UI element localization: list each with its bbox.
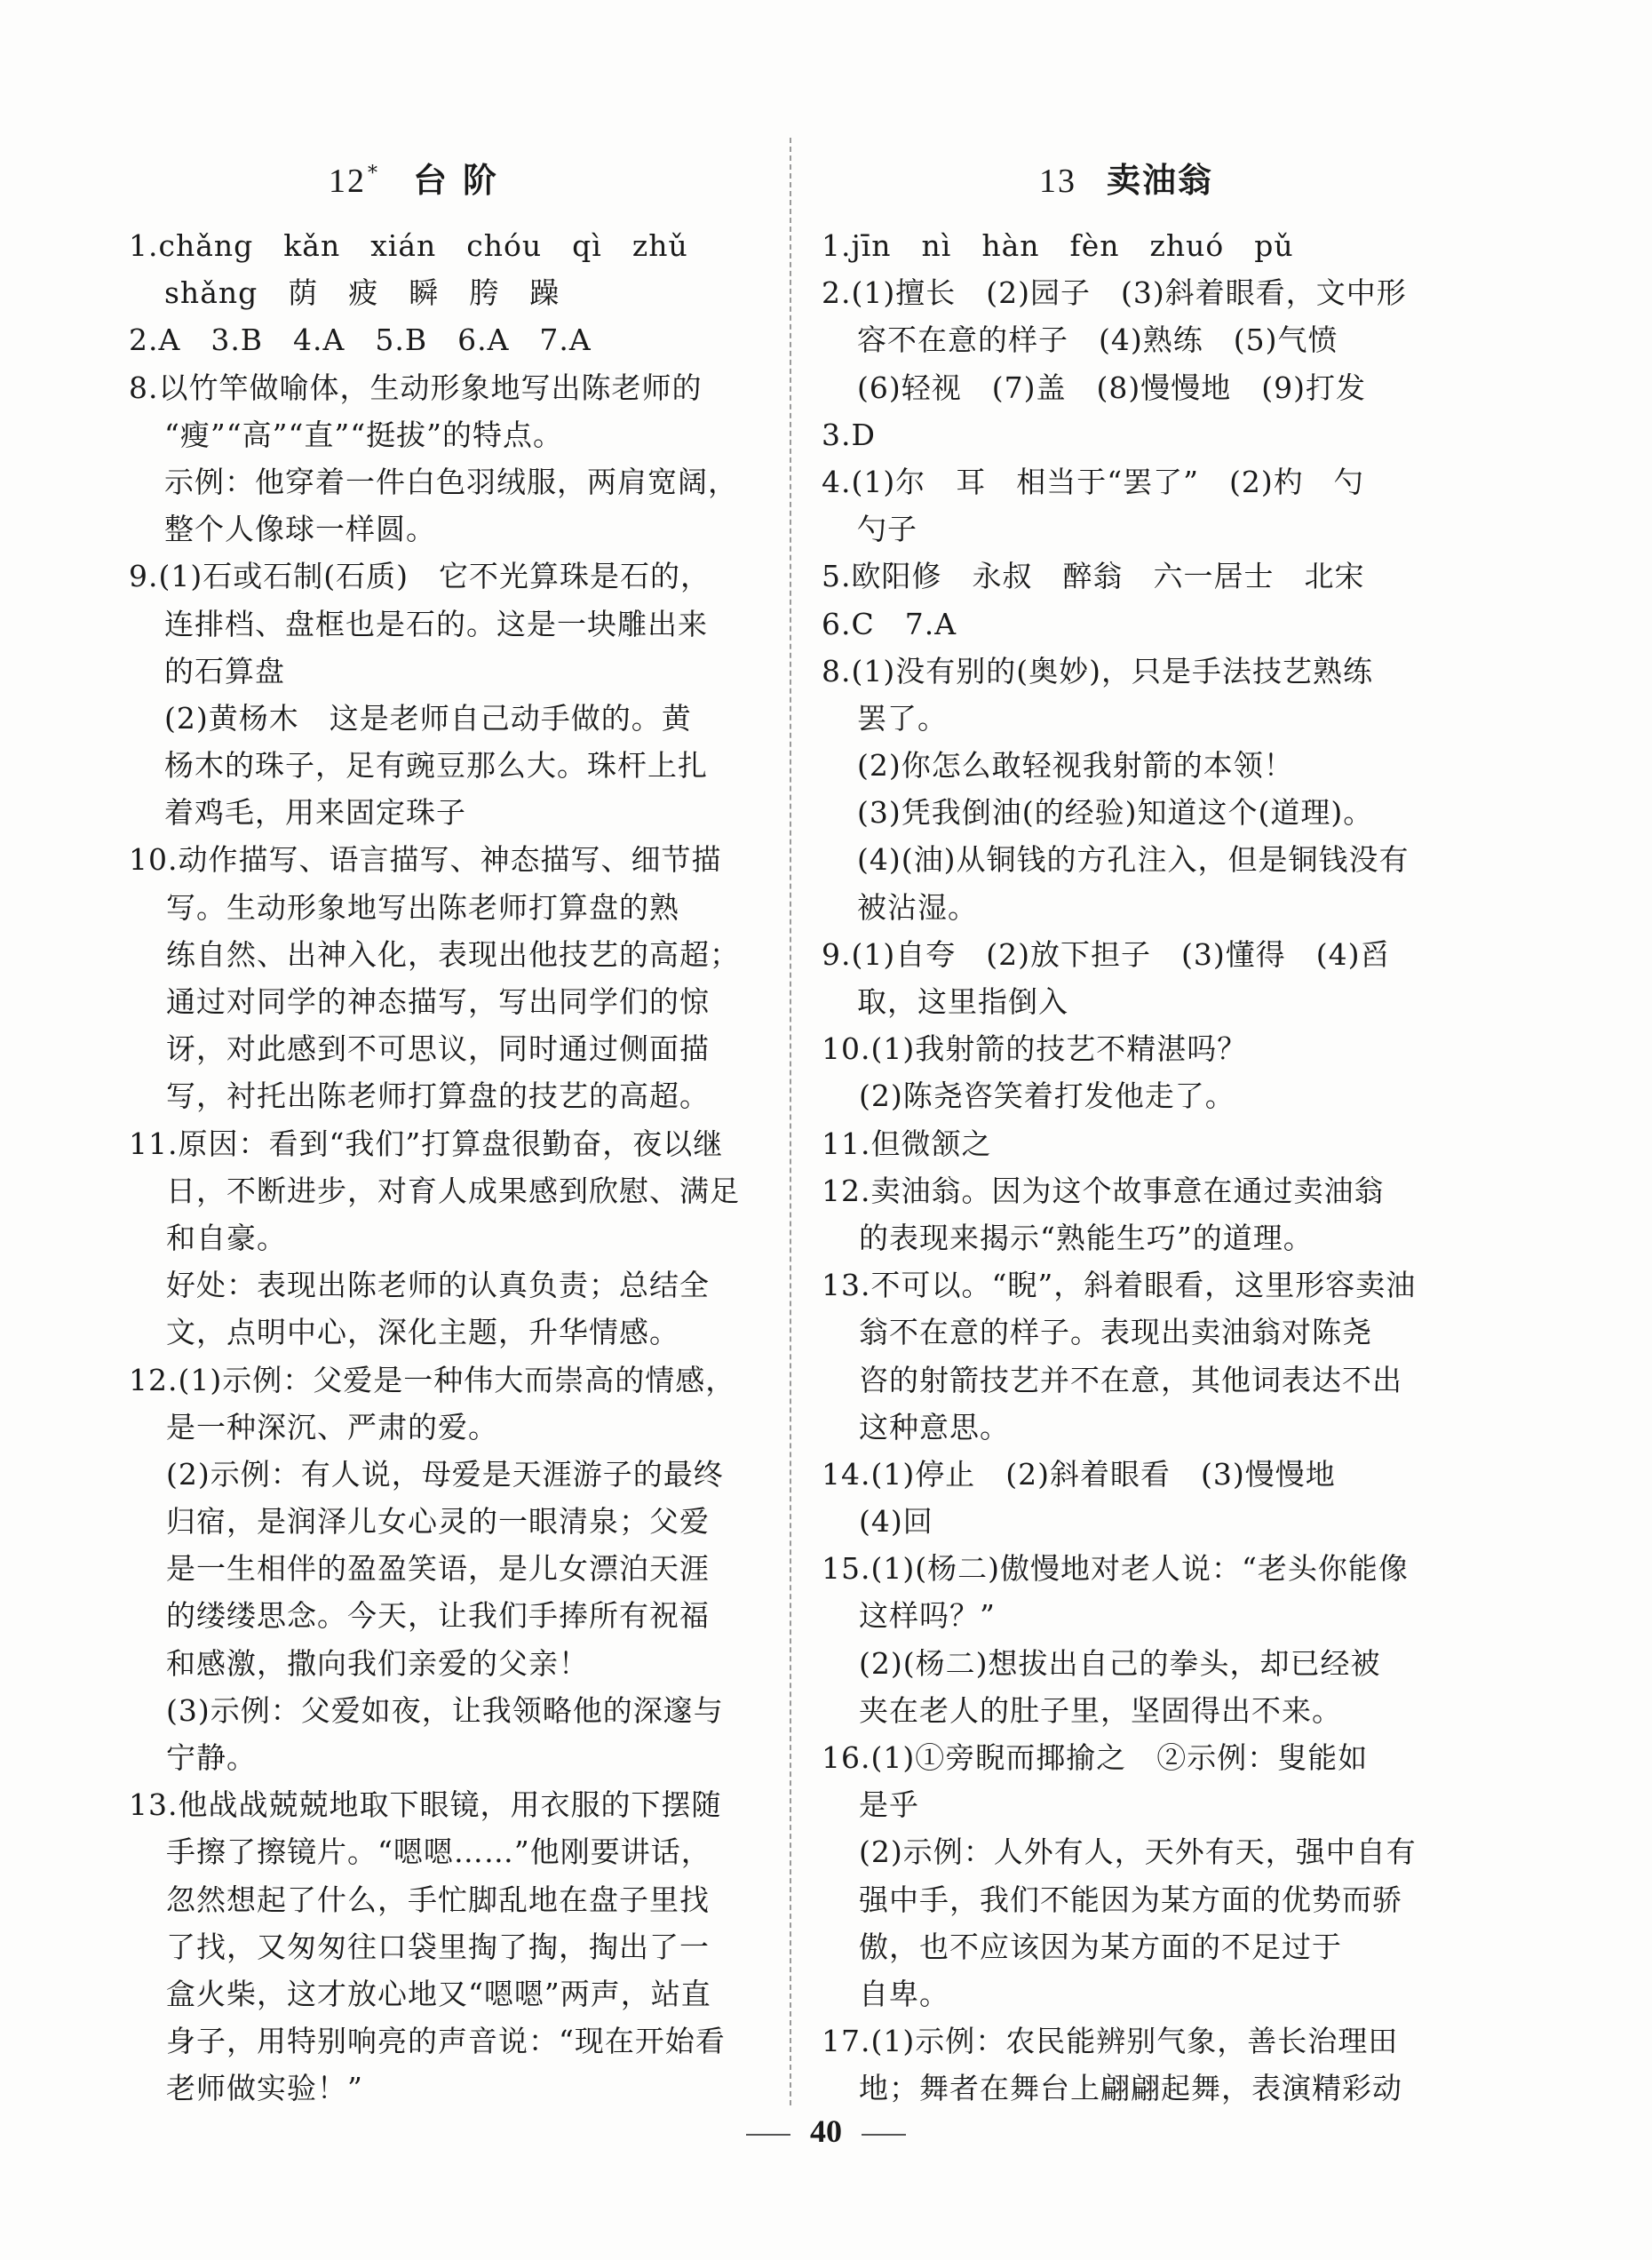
answer-line: (2)陈尧咨笑着打发他走了。 <box>859 1078 1235 1114</box>
answer-line: shǎng 荫 疲 瞬 胯 躁 <box>164 275 560 311</box>
answer-line: 强中手，我们不能因为某方面的优势而骄 <box>859 1882 1402 1917</box>
answer-line: 6.C 7.A <box>822 606 957 641</box>
answer-line: 17.(1)示例：农民能辨别气象，善长治理田 <box>822 2024 1399 2059</box>
lesson-number: 13 <box>1039 163 1076 200</box>
answer-line: 好处：表现出陈老师的认真负责；总结全 <box>166 1268 710 1303</box>
lesson-name: 台阶 <box>413 161 513 200</box>
answer-line: (2)(杨二)想拔出自己的拳头，却已经被 <box>859 1645 1381 1681</box>
answer-line: (4)回 <box>859 1504 933 1540</box>
answer-line: 1.jīn nì hàn fèn zhuó pǔ <box>822 228 1294 263</box>
answer-line: 5.欧阳修 永叔 醉翁 六一居士 北宋 <box>822 559 1365 594</box>
lesson-name: 卖油翁 <box>1107 161 1214 200</box>
answer-line: 了找，又匆匆往口袋里掏了掏，掏出了一 <box>166 1929 710 1964</box>
answer-line: 文，点明中心，深化主题，升华情感。 <box>166 1315 679 1350</box>
answer-line: 15.(1)(杨二)傲慢地对老人说：“老头你能像 <box>822 1551 1409 1587</box>
answer-line: 这样吗？” <box>859 1598 996 1634</box>
answer-line: 翁不在意的样子。表现出卖油翁对陈尧 <box>859 1315 1372 1350</box>
answer-line: 示例：他穿着一件白色羽绒服，两肩宽阔， <box>164 464 738 499</box>
answer-line: (2)黄杨木 这是老师自己动手做的。黄 <box>164 700 692 736</box>
footer-rule-left <box>746 2134 790 2136</box>
answer-line: (2)示例：有人说，母爱是天涯游子的最终 <box>166 1456 724 1492</box>
answer-line: 傲，也不应该因为某方面的不足过于 <box>859 1929 1342 1964</box>
optional-mark: * <box>368 163 379 186</box>
answer-line: 日，不断进步，对育人成果感到欣慰、满足 <box>166 1173 740 1208</box>
answer-line: 的表现来揭示“熟能生巧”的道理。 <box>859 1220 1314 1255</box>
answer-line: 连排档、盘框也是石的。这是一块雕出来 <box>164 606 708 641</box>
answer-line: 罢了。 <box>857 700 948 736</box>
answer-line: 9.(1)石或石制(石质) 它不光算珠是石的， <box>129 559 711 594</box>
answer-line: 2.(1)擅长 (2)园子 (3)斜着眼看，文中形 <box>822 275 1407 311</box>
answer-line: 被沾湿。 <box>857 889 978 925</box>
answer-line: 的缕缕思念。今天，让我们手捧所有祝福 <box>166 1598 710 1634</box>
answer-line: 自卑。 <box>859 1976 949 2011</box>
footer-rule-right <box>862 2134 906 2136</box>
right-answer-column <box>822 222 1457 2113</box>
answer-line: 杨木的珠子，足有豌豆那么大。珠杆上扎 <box>164 748 708 784</box>
answer-line: 14.(1)停止 (2)斜着眼看 (3)慢慢地 <box>822 1456 1336 1492</box>
answer-line: (2)示例：人外有人，天外有天，强中自有 <box>859 1834 1417 1870</box>
answer-line: 10.(1)我射箭的技艺不精湛吗？ <box>822 1031 1248 1067</box>
page-number: 40 <box>810 2113 842 2149</box>
answer-line: (6)轻视 (7)盖 (8)慢慢地 (9)打发 <box>857 370 1366 405</box>
answer-line: 是一种深沉、严肃的爱。 <box>166 1409 498 1444</box>
answer-line: 写。生动形象地写出陈老师打算盘的熟 <box>166 889 679 925</box>
answer-line: 盒火柴，这才放心地又“嗯嗯”两声，站直 <box>166 1976 711 2011</box>
lesson-13-title <box>1039 153 1213 202</box>
answer-line: 16.(1)①旁睨而揶揄之 ②示例：叟能如 <box>822 1740 1369 1775</box>
answer-line: 地；舞者在舞台上翩翩起舞，表演精彩动 <box>859 2071 1402 2106</box>
answer-line: 8.以竹竿做喻体，生动形象地写出陈老师的 <box>129 370 703 405</box>
left-answer-column <box>129 222 759 2113</box>
answer-line: 4.(1)尔 耳 相当于“罢了” (2)杓 勺 <box>822 464 1364 499</box>
answer-line: 老师做实验！” <box>166 2071 363 2106</box>
answer-line: (2)你怎么敢轻视我射箭的本领！ <box>857 748 1294 784</box>
lesson-12-title <box>329 153 512 202</box>
answer-line: 13.他战战兢兢地取下眼镜，用衣服的下摆随 <box>129 1787 722 1823</box>
answer-line: (3)凭我倒油(的经验)知道这个(道理)。 <box>857 795 1374 831</box>
answer-line: 手擦了擦镜片。“嗯嗯……”他刚要讲话， <box>166 1834 711 1870</box>
page-footer <box>0 2113 1652 2150</box>
answer-line: 8.(1)没有别的(奥妙)，只是手法技艺熟练 <box>822 653 1373 688</box>
answer-line: 和自豪。 <box>166 1220 287 1255</box>
answer-line: 1.chǎng kǎn xián chóu qì zhǔ <box>129 228 688 263</box>
answer-line: 这种意思。 <box>859 1409 1010 1444</box>
answer-line: 夹在老人的肚子里，坚固得出不来。 <box>859 1692 1342 1728</box>
answer-line: 身子，用特别响亮的声音说：“现在开始看 <box>166 2024 726 2059</box>
answer-line: 和感激，撒向我们亲爱的父亲！ <box>166 1645 589 1681</box>
column-divider <box>790 138 791 2105</box>
answer-line: 写，衬托出陈老师打算盘的技艺的高超。 <box>166 1078 710 1114</box>
answer-line: 是一生相伴的盈盈笑语，是儿女漂泊天涯 <box>166 1551 710 1587</box>
answer-line: 取，这里指倒入 <box>857 984 1068 1019</box>
answer-line: (3)示例：父爱如夜，让我领略他的深邃与 <box>166 1692 724 1728</box>
answer-line: 11.但微颔之 <box>822 1126 992 1161</box>
lesson-number: 12 <box>329 163 366 200</box>
answer-line: 练自然、出神入化，表现出他技艺的高超； <box>166 936 740 972</box>
answer-line: 归宿，是润泽儿女心灵的一眼清泉；父爱 <box>166 1504 710 1540</box>
answer-line: 通过对同学的神态描写，写出同学们的惊 <box>166 984 710 1019</box>
answer-line: 3.D <box>822 417 876 452</box>
answer-line: 容不在意的样子 (4)熟练 (5)气愤 <box>857 322 1338 358</box>
answer-line: 咨的射箭技艺并不在意，其他词表达不出 <box>859 1362 1402 1397</box>
answer-line: 9.(1)自夸 (2)放下担子 (3)懂得 (4)舀 <box>822 936 1391 972</box>
answer-line: 着鸡毛，用来固定珠子 <box>164 795 466 831</box>
answer-line: 宁静。 <box>166 1740 257 1775</box>
answer-line: 12.(1)示例：父爱是一种伟大而崇高的情感， <box>129 1362 736 1397</box>
answer-line: 整个人像球一样圆。 <box>164 512 436 547</box>
answer-line: 12.卖油翁。因为这个故事意在通过卖油翁 <box>822 1173 1385 1208</box>
answer-line: 讶，对此感到不可思议，同时通过侧面描 <box>166 1031 710 1067</box>
answer-line: 忽然想起了什么，手忙脚乱地在盘子里找 <box>166 1882 710 1917</box>
answer-line: 是乎 <box>859 1787 919 1823</box>
answer-line: 2.A 3.B 4.A 5.B 6.A 7.A <box>129 322 592 358</box>
answer-line: 11.原因：看到“我们”打算盘很勤奋，夜以继 <box>129 1126 724 1161</box>
answer-line: 13.不可以。“睨”，斜着眼看，这里形容卖油 <box>822 1268 1417 1303</box>
answer-line: 勺子 <box>857 512 917 547</box>
answer-line: 的石算盘 <box>164 653 285 688</box>
answer-line: (4)(油)从铜钱的方孔注入，但是铜钱没有 <box>857 842 1410 878</box>
answer-line: 10.动作描写、语言描写、神态描写、细节描 <box>129 842 722 878</box>
answer-line: “瘦”“高”“直”“挺拔”的特点。 <box>164 417 563 452</box>
